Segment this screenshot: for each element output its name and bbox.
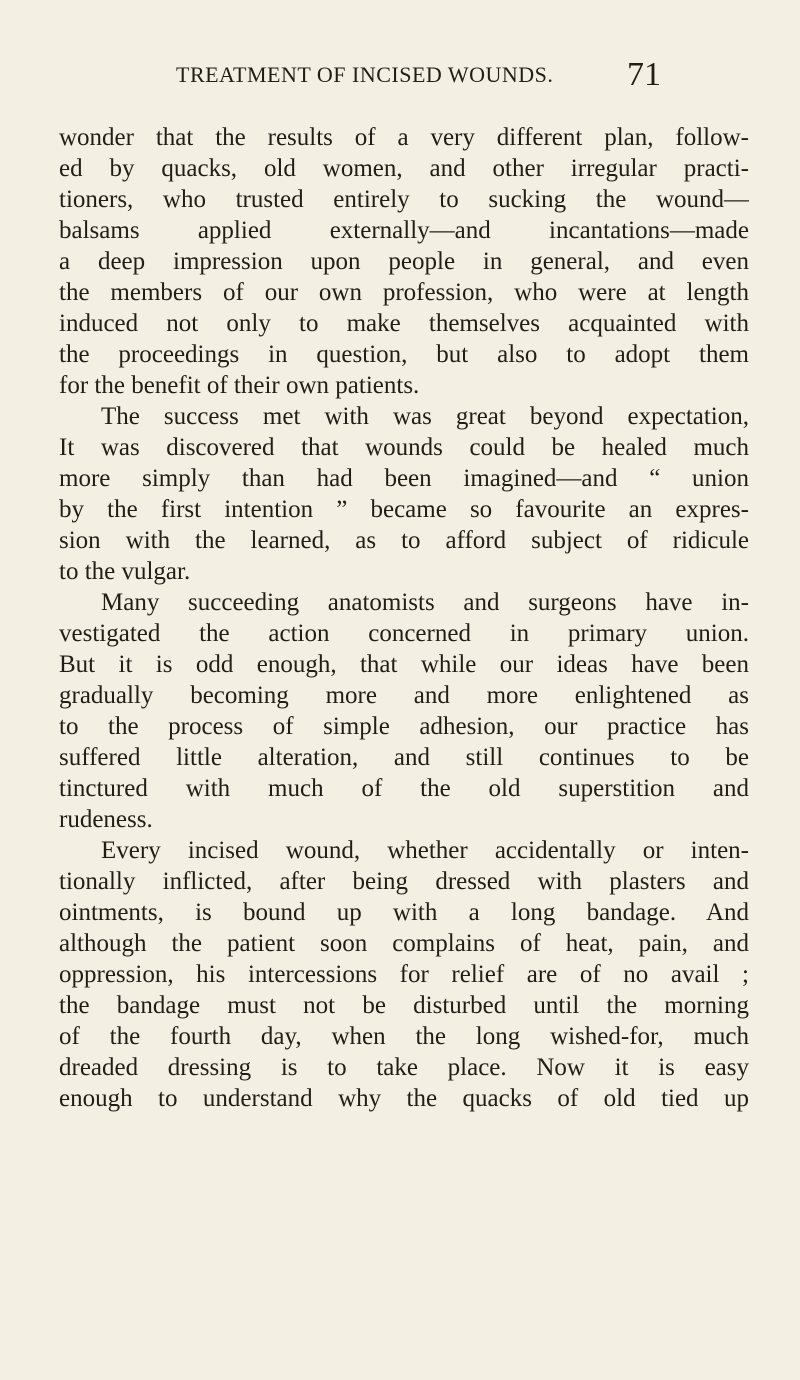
text-line: suffered little alteration, and still continues to be — [59, 744, 749, 771]
text-line: tinctured with much of the old superstition and — [59, 775, 749, 802]
text-line: It was discovered that wounds could be healed much — [59, 434, 749, 461]
text-line: to the vulgar. — [59, 558, 191, 585]
paragraph-start-line: Every incised wound, whether accidentally or inten- — [101, 837, 749, 864]
body-text — [59, 122, 749, 1114]
text-line: enough to understand why the quacks of old tied up — [59, 1085, 749, 1112]
text-line: sion with the learned, as to afford subject of ridicule — [59, 527, 749, 554]
text-line: rudeness. — [59, 806, 153, 833]
text-line: gradually becoming more and more enlightened as — [59, 682, 749, 709]
running-title: TREATMENT OF INCISED WOUNDS. — [176, 62, 554, 87]
text-line: more simply than had been imagined—and “ union — [59, 465, 749, 492]
text-line: induced not only to make themselves acquainted with — [59, 310, 749, 337]
text-line: although the patient soon complains of heat, pain, and — [59, 930, 749, 957]
text-line: wonder that the results of a very different plan, follow- — [59, 124, 749, 151]
text-line: the members of our own profession, who were at length — [59, 279, 749, 306]
text-line: balsams applied externally—and incantations—made — [59, 217, 749, 244]
text-line: the bandage must not be disturbed until the morning — [59, 992, 749, 1019]
text-line: of the fourth day, when the long wished-for, much — [59, 1023, 749, 1050]
paragraph-start-line: Many succeeding anatomists and surgeons have in- — [101, 589, 749, 616]
text-line: ed by quacks, old women, and other irregular practi- — [59, 155, 749, 182]
text-line: dreaded dressing is to take place. Now it is easy — [59, 1054, 749, 1081]
text-line: vestigated the action concerned in primary union. — [59, 620, 749, 647]
text-line: tionally inflicted, after being dressed with plasters and — [59, 868, 749, 895]
text-line: for the benefit of their own patients. — [59, 372, 420, 399]
text-line: a deep impression upon people in general, and even — [59, 248, 749, 275]
text-line: oppression, his intercessions for relief are of no avail ; — [59, 961, 749, 988]
page-number: 71 — [627, 56, 661, 93]
text-line: to the process of simple adhesion, our practice has — [59, 713, 749, 740]
paragraph-start-line: The success met with was great beyond expectation, — [101, 403, 749, 430]
text-line: ointments, is bound up with a long bandage. And — [59, 899, 749, 926]
text-line: tioners, who trusted entirely to sucking the wound— — [59, 186, 749, 213]
text-line: by the first intention ” became so favourite an expres- — [59, 496, 749, 523]
text-line: But it is odd enough, that while our ideas have been — [59, 651, 749, 678]
text-line: the proceedings in question, but also to adopt them — [59, 341, 749, 368]
page-header — [0, 58, 800, 98]
